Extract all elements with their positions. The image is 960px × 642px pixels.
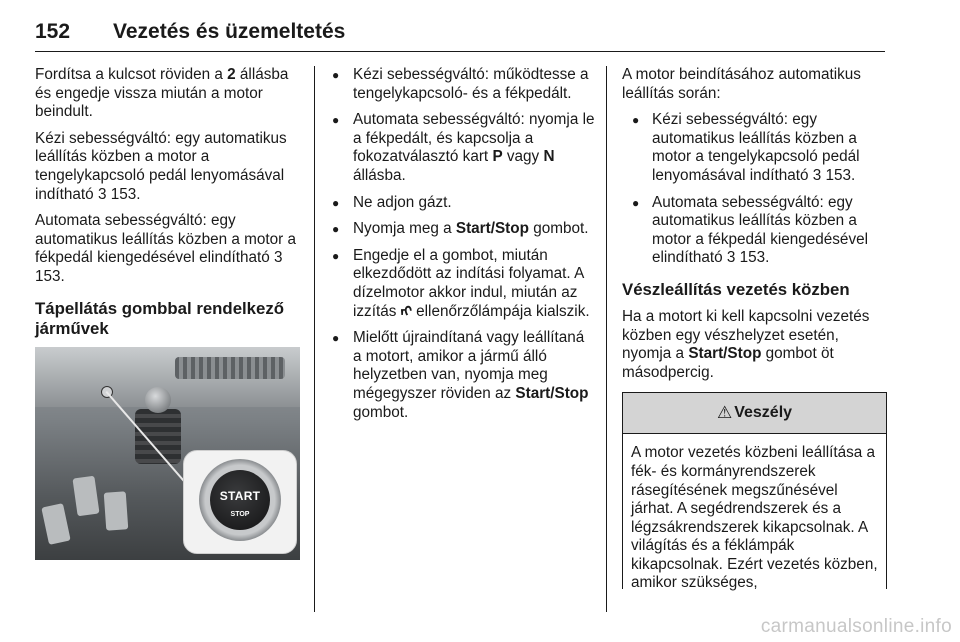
- page-ref[interactable]: 153.: [825, 166, 856, 184]
- paragraph: Kézi sebességváltó: egy automatikus leállítás közben a motor a tengelykapcsoló pedál lenyomásával indítható 3 153.: [35, 129, 287, 203]
- page-ref[interactable]: 153.: [35, 267, 65, 285]
- bullet-list: [330, 66, 595, 422]
- page-header: [35, 20, 885, 52]
- list-item: ● Ne adjon gázt.: [330, 194, 595, 213]
- column-1: [35, 66, 300, 560]
- paragraph: Ha a motort ki kell kapcsolni vezetés közben egy vészhelyzet esetén, nyomja a Start/Stop gombot öt másodpercig.: [622, 307, 870, 381]
- warning-triangle-icon: ⚠: [716, 403, 733, 423]
- glow-plug-icon: ᡢ: [400, 302, 412, 320]
- list-item: ● Engedje el a gombot, miután elkezdődött az indítási folyamat. A dízelmotor akkor indul, miután az izzítás ᡢ ellenőrzőlámpája kialszik.: [330, 247, 595, 321]
- page-ref-arrow: 3: [812, 166, 822, 184]
- paragraph: A motor beindításához automatikus leállítás során:: [622, 66, 861, 102]
- bullet-list: [622, 111, 887, 268]
- paragraph: Fordítsa a kulcsot röviden a 2 állásba és engedje vissza miután a motor beindult.: [35, 66, 289, 121]
- page-ref[interactable]: 153.: [110, 185, 141, 203]
- warning-title: Veszély: [734, 404, 793, 422]
- start-stop-button: START STOP: [210, 470, 270, 530]
- column-divider: [606, 66, 607, 612]
- page-number: 152: [35, 20, 71, 43]
- paragraph: Automata sebességváltó: egy automatikus leállítás közben a motor a fékpedál kiengedésével elindítható 3 153.: [35, 212, 297, 285]
- warning-header: [623, 393, 886, 434]
- page-ref[interactable]: 153.: [739, 249, 770, 267]
- list-item: ● Mielőtt újraindítaná vagy leállítaná a motort, amikor a jármű álló helyzetben van, nyomja meg mégegyszer röviden az Start/Stop gombot.: [330, 329, 595, 422]
- list-item: ● Automata sebességváltó: egy automatikus leállítás közben a motor a fékpedál kiengedésével elindítható 3 153.: [622, 194, 887, 268]
- subheading: Tápellátás gombbal rendelkező járművek: [35, 298, 284, 338]
- warning-box: [622, 392, 887, 592]
- column-3: [622, 66, 887, 592]
- page-ref-arrow: 3: [273, 249, 283, 267]
- column-2: [330, 66, 595, 430]
- section-title: Vezetés és üzemeltetés: [113, 20, 346, 43]
- start-stop-button-photo: [35, 347, 300, 560]
- subheading: Vészleállítás vezetés közben: [622, 279, 850, 299]
- column-divider: [314, 66, 315, 612]
- watermark: carmanualsonline.info: [760, 616, 952, 637]
- list-item: ● Kézi sebességváltó: egy automatikus leállítás közben a motor a tengelykapcsoló pedál lenyomásával indítható 3 153.: [622, 111, 887, 185]
- gear-knob: [145, 387, 171, 413]
- page-ref-arrow: 3: [97, 185, 107, 203]
- list-item: ● Kézi sebességváltó: működtesse a tengelykapcsoló- és a fékpedált.: [330, 66, 595, 103]
- list-item: ● Nyomja meg a Start/Stop gombot.: [330, 220, 595, 239]
- page-ref-arrow: 3: [726, 249, 736, 267]
- header-rule: [35, 51, 885, 52]
- warning-body: A motor vezetés közbeni leállítása a fék- és kormányrendszerek rásegítésének megszűnésével járhat. A segédrendszerek és a légzsákrendszerek kikapcsolnak. A világítás és a féklámpák kikapcsolnak. Ezért vezetés közben, amikor szükséges,: [631, 444, 878, 592]
- list-item: ● Automata sebességváltó: nyomja le a fékpedált, és kapcsolja a fokozatválasztó kart P vagy N állásba.: [330, 111, 595, 185]
